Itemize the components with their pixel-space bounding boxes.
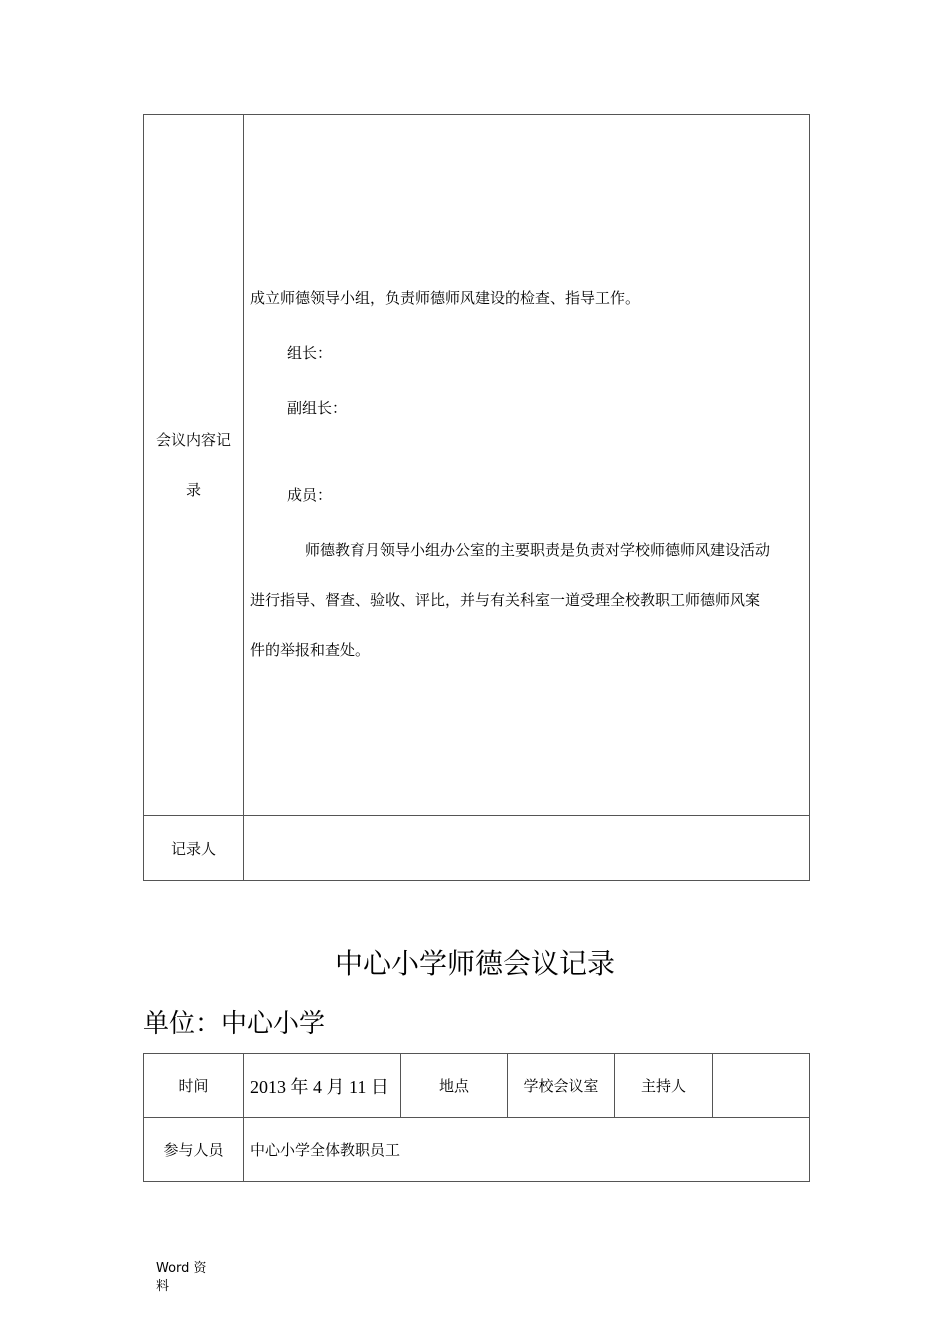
content-line-4: 成员： [287, 486, 333, 504]
content-line-5: 师德教育月领导小组办公室的主要职责是负责对学校师德师风建设活动 [305, 541, 771, 559]
content-line-1: 成立师德领导小组，负责师德师风建设的检查、指导工作。 [250, 289, 641, 307]
recorder-label: 记录人 [144, 816, 244, 881]
host-label: 主持人 [615, 1054, 713, 1118]
meeting-info-table [143, 1053, 810, 1182]
time-value: 2013 年 4 月 11 日 [244, 1054, 401, 1118]
unit-line: 单位：中心小学 [143, 1009, 326, 1039]
content-line-3: 副组长： [287, 399, 348, 417]
content-label-cell [144, 115, 244, 816]
content-line-6: 进行指导、督查、验收、评比，并与有关科室一道受理全校教职工师德师风案 [250, 591, 761, 609]
content-line-7: 件的举报和查处。 [250, 641, 371, 659]
content-cell [244, 115, 810, 816]
participants-label: 参与人员 [144, 1118, 244, 1182]
place-label: 地点 [401, 1054, 508, 1118]
meeting-content-table [143, 114, 810, 881]
time-label: 时间 [144, 1054, 244, 1118]
page-footer: Word 资料 [156, 1261, 207, 1294]
host-value [713, 1054, 810, 1118]
participants-value: 中心小学全体教职员工 [244, 1118, 810, 1182]
place-value: 学校会议室 [508, 1054, 615, 1118]
document-title: 中心小学师德会议记录 [334, 947, 615, 980]
recorder-value [244, 816, 810, 881]
content-label: 会议内容记录 [155, 431, 231, 499]
content-line-2: 组长： [287, 344, 333, 362]
